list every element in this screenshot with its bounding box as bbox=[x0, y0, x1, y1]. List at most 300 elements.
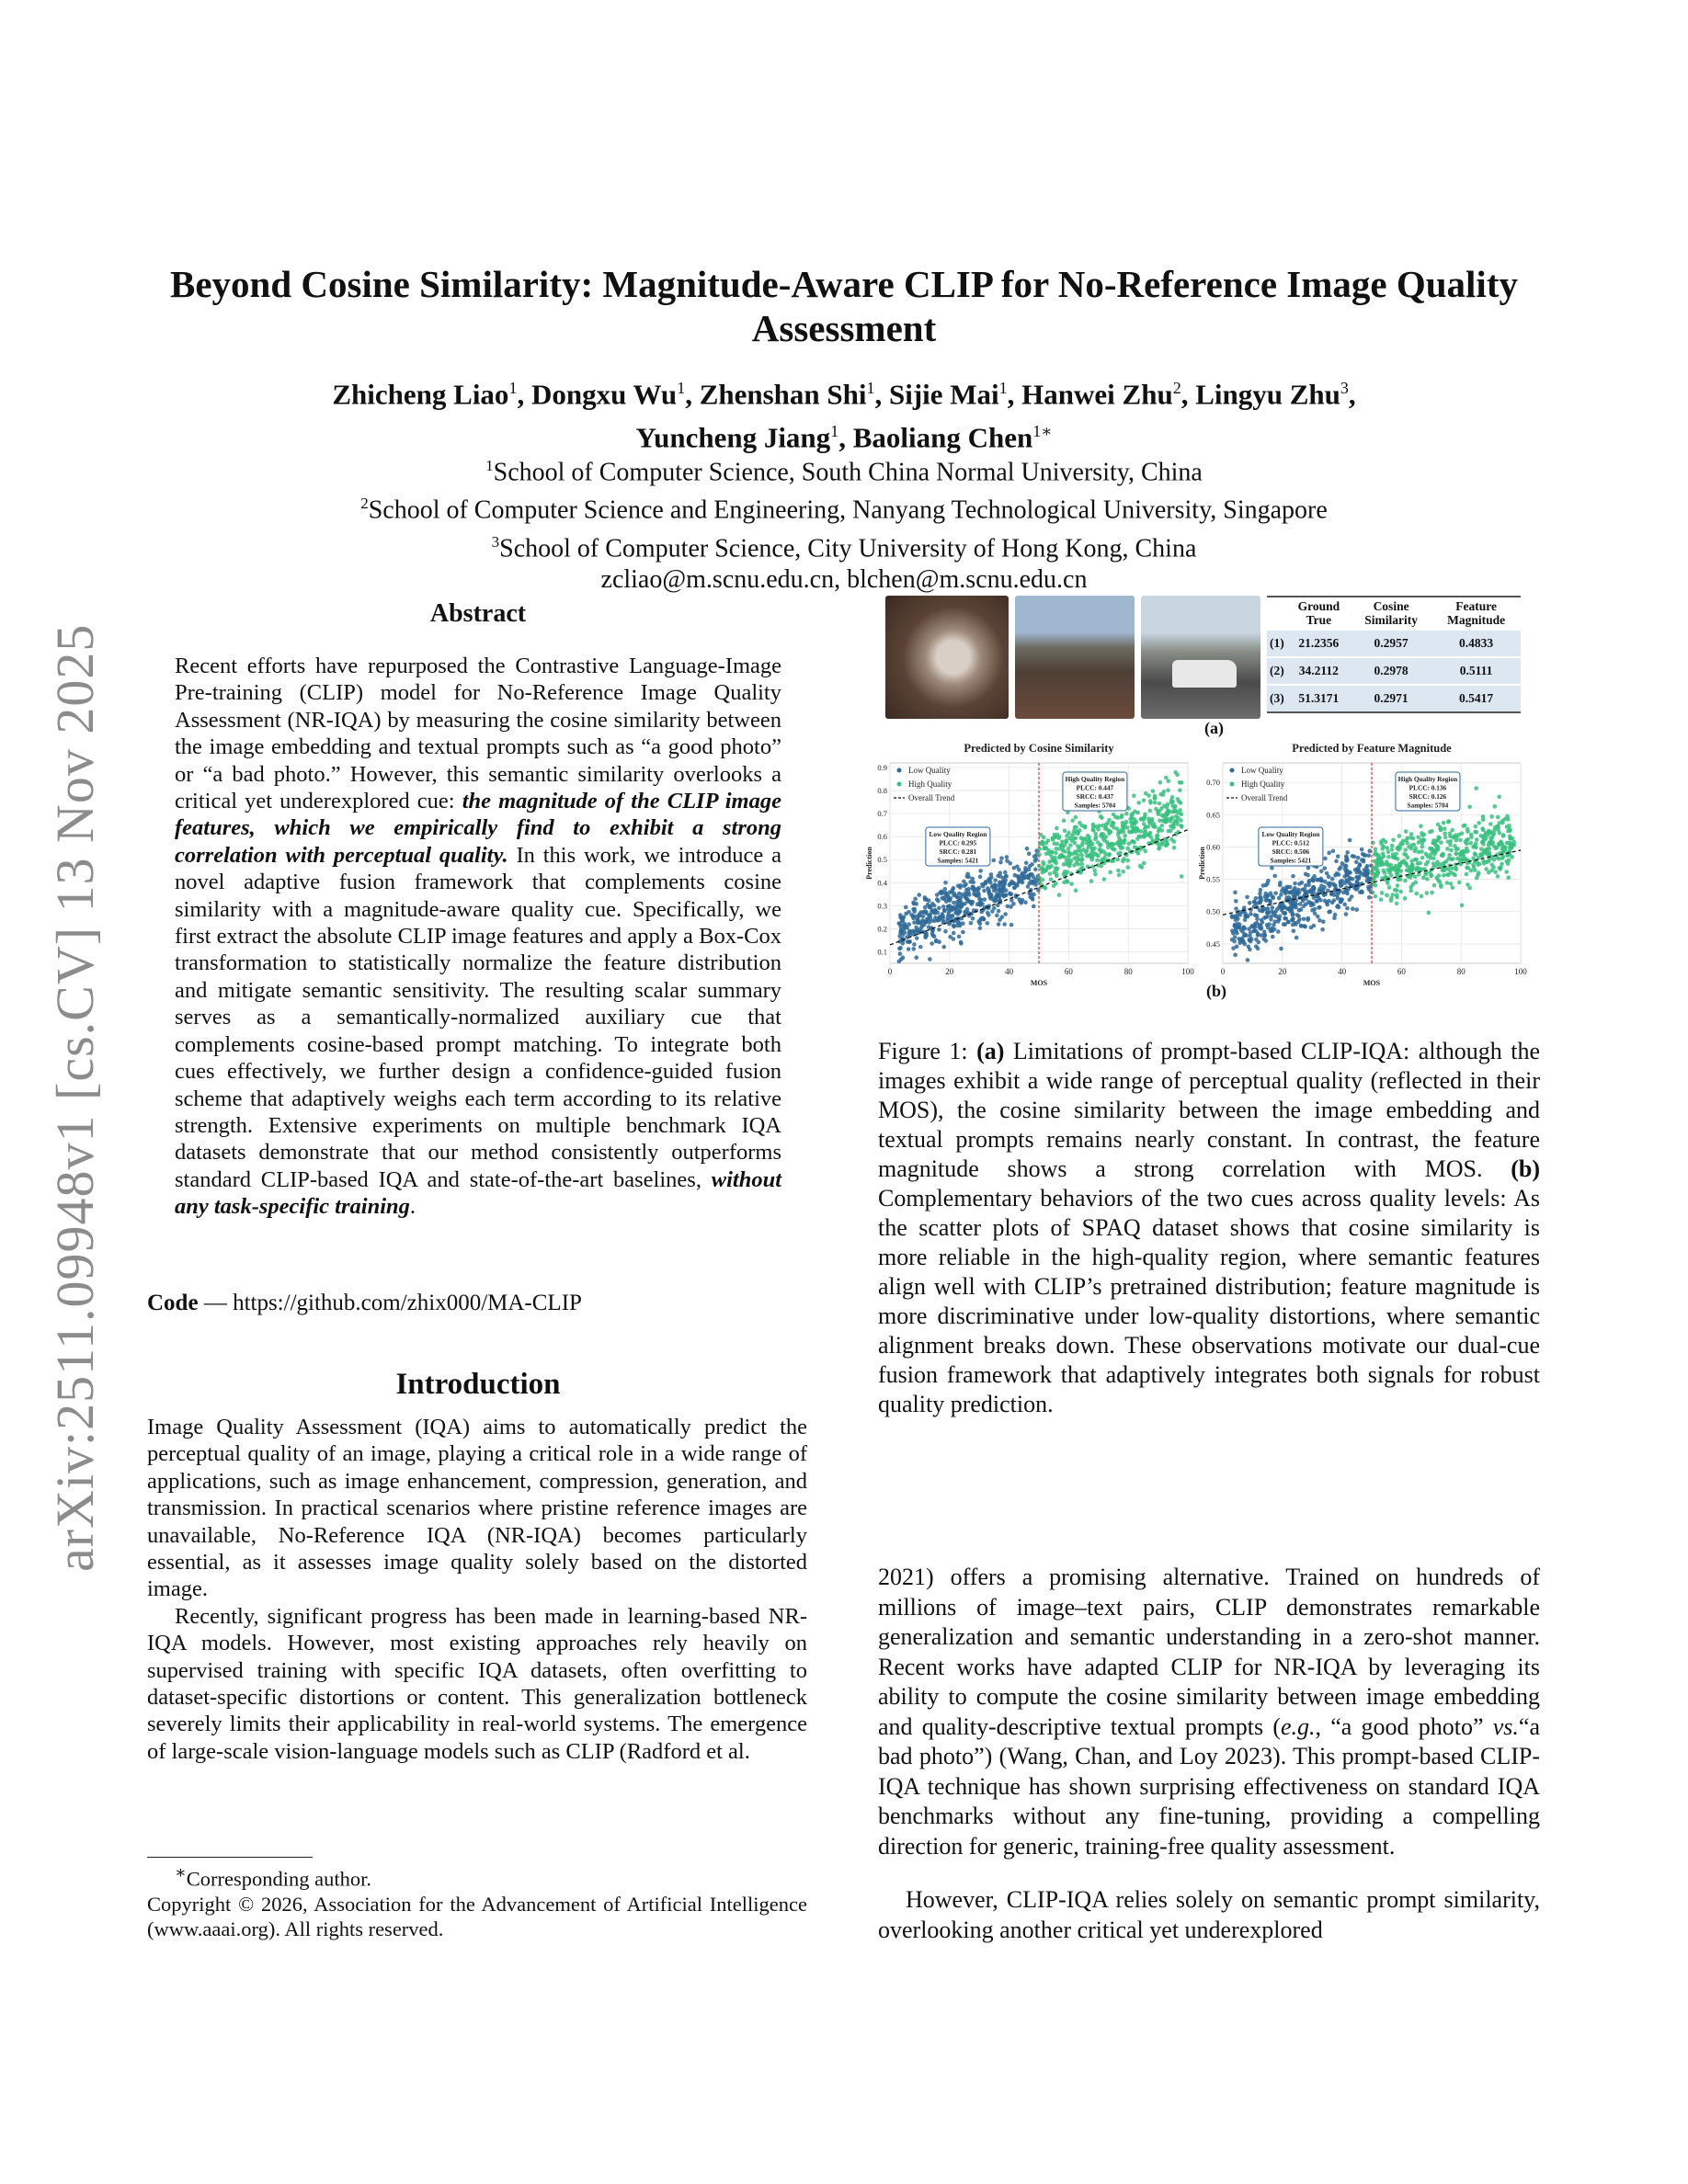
data-point bbox=[1307, 879, 1312, 883]
data-point bbox=[899, 928, 904, 933]
data-point bbox=[1260, 908, 1265, 913]
data-point bbox=[1064, 838, 1068, 843]
data-point bbox=[983, 897, 987, 902]
data-point bbox=[1332, 898, 1337, 903]
data-point bbox=[952, 924, 956, 928]
data-point bbox=[1379, 842, 1384, 847]
data-point bbox=[1054, 882, 1058, 886]
data-point bbox=[912, 910, 917, 915]
data-point bbox=[1492, 804, 1497, 809]
data-point bbox=[1445, 881, 1450, 885]
data-point bbox=[1391, 867, 1396, 871]
data-point bbox=[999, 856, 1004, 860]
data-point bbox=[1425, 891, 1430, 895]
data-point bbox=[1333, 887, 1338, 892]
data-point bbox=[1121, 870, 1125, 874]
y-tick-label: 0.3 bbox=[877, 901, 887, 911]
data-point bbox=[1248, 938, 1252, 942]
data-point bbox=[1306, 866, 1311, 870]
data-point bbox=[1178, 808, 1182, 813]
code-link[interactable]: https://github.com/zhix000/MA-CLIP bbox=[233, 1291, 582, 1315]
data-point bbox=[1270, 866, 1274, 870]
data-point bbox=[1452, 835, 1456, 839]
data-point bbox=[898, 951, 903, 956]
legend-label: Low Quality bbox=[908, 766, 951, 775]
author: Zhenshan Shi bbox=[699, 378, 867, 411]
data-point bbox=[1121, 821, 1125, 825]
data-point bbox=[1108, 870, 1112, 875]
y-tick-label: 0.1 bbox=[877, 947, 887, 957]
legend-label: Overall Trend bbox=[908, 793, 955, 802]
data-point bbox=[1059, 853, 1064, 858]
data-point bbox=[940, 896, 944, 901]
data-point bbox=[1448, 843, 1453, 847]
annotation-text: PLCC: 0.512 bbox=[1272, 838, 1310, 847]
email-line[interactable]: zcliao@m.scnu.edu.cn, blchen@m.scnu.edu.cn bbox=[600, 564, 1088, 594]
data-point bbox=[1297, 891, 1302, 895]
data-point bbox=[1278, 914, 1283, 918]
data-point bbox=[1464, 858, 1468, 862]
data-point bbox=[1013, 873, 1018, 878]
data-point bbox=[1126, 865, 1131, 870]
data-point bbox=[997, 922, 1001, 927]
data-point bbox=[1449, 882, 1454, 886]
data-point bbox=[1425, 877, 1430, 882]
data-point bbox=[1283, 916, 1287, 921]
data-point bbox=[1345, 906, 1350, 911]
data-point bbox=[1432, 883, 1437, 888]
annotation-text: Samples: 5421 bbox=[937, 856, 979, 865]
data-point bbox=[1439, 884, 1443, 889]
annotation-text: High Quality Region bbox=[1065, 775, 1125, 783]
data-point bbox=[1332, 883, 1337, 888]
data-point bbox=[978, 903, 983, 907]
data-point bbox=[1025, 847, 1030, 851]
data-point bbox=[1049, 877, 1054, 882]
data-point bbox=[1118, 851, 1123, 856]
data-point bbox=[1290, 913, 1295, 917]
data-point bbox=[1500, 841, 1504, 846]
data-point bbox=[1445, 847, 1450, 851]
y-tick-label: 0.45 bbox=[1206, 938, 1220, 949]
data-point bbox=[933, 911, 938, 916]
data-point bbox=[1089, 839, 1093, 844]
data-point bbox=[1474, 842, 1478, 847]
aff-mark: 1∗ bbox=[1032, 422, 1053, 441]
data-point bbox=[1310, 908, 1315, 913]
annotation-text: SRCC: 0.506 bbox=[1272, 847, 1310, 856]
data-point bbox=[1463, 824, 1467, 828]
data-point bbox=[1374, 894, 1378, 899]
author: Baoliang Chen bbox=[852, 421, 1033, 454]
data-point bbox=[1259, 895, 1263, 900]
data-point bbox=[1404, 829, 1409, 834]
data-point bbox=[1500, 861, 1504, 866]
aff-mark: 1 bbox=[830, 422, 839, 441]
data-point bbox=[1044, 846, 1049, 850]
paragraph: Recently, significant progress has been made in learning-based NR-IQA models. However, most existing approaches rely heavily on supervised training with specific IQA datasets, often overfitting to dataset-specific distortions or content. This generalization bottleneck severely limits their applicability in real-world systems. The emergence of large-scale vision-language models such as CLIP (Radford et al. bbox=[147, 1603, 807, 1764]
data-point bbox=[1127, 841, 1132, 846]
data-point bbox=[1420, 849, 1424, 854]
table-header: Cosine Similarity bbox=[1351, 597, 1431, 630]
data-point bbox=[1345, 858, 1350, 862]
data-point bbox=[1073, 841, 1078, 846]
data-point bbox=[1474, 852, 1478, 857]
data-point bbox=[1445, 872, 1450, 877]
x-tick-label: 40 bbox=[1338, 967, 1347, 976]
data-point bbox=[1351, 906, 1355, 911]
data-point bbox=[1009, 923, 1014, 927]
data-point bbox=[951, 907, 955, 912]
paragraph: Image Quality Assessment (IQA) aims to automatically predict the perceptual quality of an image, playing a critical role in a wide range of applications, such as image enhancement, compression, generation, and transmission. In practical scenarios where pristine reference images are unavailable, No-Reference IQA (NR-IQA) becomes particularly essential, as it assesses image quality solely based on the distorted image. bbox=[147, 1415, 807, 1602]
data-point bbox=[955, 900, 960, 904]
data-point bbox=[1235, 931, 1239, 936]
data-point bbox=[1317, 887, 1322, 892]
data-point bbox=[1402, 859, 1407, 863]
data-point bbox=[1092, 869, 1097, 873]
data-point bbox=[1178, 788, 1182, 792]
data-point bbox=[1437, 873, 1442, 878]
plot-title: Predicted by Cosine Similarity bbox=[964, 742, 1114, 755]
data-point bbox=[998, 917, 1002, 922]
paragraph: However, CLIP-IQA relies solely on semantic prompt similarity, overlooking another critical yet underexplored bbox=[878, 1886, 1540, 1943]
data-point bbox=[1469, 833, 1474, 837]
y-tick-label: 0.6 bbox=[877, 832, 887, 842]
data-point bbox=[1292, 928, 1296, 933]
data-point bbox=[1055, 867, 1060, 871]
data-point bbox=[1131, 839, 1135, 844]
data-point bbox=[1023, 901, 1028, 905]
x-tick-label: 60 bbox=[1397, 967, 1406, 976]
data-point bbox=[1271, 935, 1275, 939]
y-axis-label: Prediction bbox=[865, 847, 873, 880]
data-point bbox=[963, 894, 967, 899]
data-point bbox=[898, 925, 903, 929]
data-point bbox=[1302, 924, 1306, 928]
data-point bbox=[924, 931, 929, 936]
data-point bbox=[1116, 869, 1121, 873]
data-point bbox=[1464, 849, 1468, 854]
y-tick-label: 0.9 bbox=[877, 763, 887, 773]
data-point bbox=[1508, 829, 1512, 834]
data-point bbox=[1315, 899, 1319, 904]
data-point bbox=[969, 921, 974, 926]
data-point bbox=[1234, 899, 1238, 904]
data-point bbox=[1093, 872, 1098, 877]
data-point bbox=[915, 928, 919, 933]
data-point bbox=[1162, 818, 1167, 823]
data-point bbox=[1279, 947, 1283, 951]
legend-label: Overall Trend bbox=[1241, 793, 1288, 802]
data-point bbox=[1420, 868, 1424, 872]
data-point bbox=[1032, 880, 1036, 884]
data-point bbox=[1173, 770, 1178, 775]
data-point bbox=[1387, 885, 1392, 890]
data-point bbox=[1278, 883, 1283, 888]
data-point bbox=[1110, 846, 1114, 850]
data-point bbox=[1358, 862, 1363, 867]
data-point bbox=[987, 893, 992, 897]
data-point bbox=[918, 920, 923, 925]
data-point bbox=[1356, 856, 1361, 860]
code-label: Code bbox=[147, 1291, 199, 1315]
data-point bbox=[954, 904, 959, 908]
sample-photo-2 bbox=[1015, 596, 1135, 719]
data-point bbox=[1003, 870, 1008, 875]
data-point bbox=[1382, 862, 1386, 867]
data-point bbox=[936, 899, 941, 904]
data-point bbox=[1304, 883, 1308, 888]
data-point bbox=[977, 897, 982, 902]
data-point bbox=[1471, 863, 1476, 868]
data-point bbox=[1405, 836, 1409, 840]
data-point bbox=[1282, 922, 1286, 927]
data-point bbox=[1243, 917, 1248, 922]
data-point bbox=[1337, 872, 1341, 877]
paragraph: 2021) offers a promising alternative. Trained on hundreds of millions of image–text pairs, CLIP demonstrates remarkable generalization and semantic understanding in a zero-shot manner. Recent works have adapted CLIP for NR-IQA by leveraging its ability to compute the cosine similarity between image embedding and quality-descriptive textual prompts (e.g., “a good photo” vs.“a bad photo”) (Wang, Chan, and Loy 2023). This prompt-based CLIP-IQA technique has shown surprising effectiveness on standard IQA benchmarks without any fine-tuning, providing a compelling direction for generic, training-free quality assessment. bbox=[878, 1564, 1541, 1860]
table-row: (1) 21.2356 0.2957 0.4833 bbox=[1267, 630, 1521, 657]
data-point bbox=[1003, 912, 1008, 916]
data-point bbox=[924, 920, 929, 925]
data-point bbox=[1390, 844, 1395, 848]
data-point bbox=[1436, 845, 1441, 849]
data-point bbox=[1398, 890, 1403, 894]
data-point bbox=[1379, 897, 1384, 902]
data-point bbox=[1422, 833, 1427, 837]
data-point bbox=[1024, 860, 1029, 865]
data-point bbox=[1244, 933, 1249, 938]
data-point bbox=[995, 914, 999, 918]
data-point bbox=[1345, 850, 1350, 855]
data-point bbox=[1319, 869, 1324, 873]
data-point bbox=[986, 921, 990, 926]
code-line: Code — https://github.com/zhix000/MA-CLIP bbox=[147, 1291, 582, 1315]
data-point bbox=[1277, 896, 1282, 901]
data-point bbox=[1027, 868, 1032, 872]
data-point bbox=[903, 922, 907, 927]
data-point bbox=[1290, 918, 1295, 923]
data-point bbox=[1430, 891, 1434, 895]
data-point bbox=[1505, 841, 1510, 846]
data-point bbox=[1072, 836, 1077, 841]
data-point bbox=[937, 927, 941, 932]
data-point bbox=[1030, 862, 1034, 867]
data-point bbox=[1398, 846, 1403, 850]
data-point bbox=[1044, 868, 1049, 872]
data-point bbox=[1135, 826, 1140, 831]
data-point bbox=[1100, 864, 1104, 869]
data-point bbox=[1374, 863, 1379, 868]
y-tick-label: 0.8 bbox=[877, 786, 887, 796]
data-point bbox=[1323, 899, 1328, 904]
data-point bbox=[1484, 867, 1488, 871]
data-point bbox=[1430, 829, 1434, 834]
data-point bbox=[1357, 875, 1362, 880]
data-point bbox=[1381, 837, 1386, 842]
data-point bbox=[977, 918, 982, 923]
data-point bbox=[1322, 893, 1327, 897]
data-point bbox=[1340, 882, 1344, 887]
data-point bbox=[1030, 896, 1034, 901]
data-point bbox=[911, 915, 916, 919]
data-point bbox=[1493, 870, 1498, 874]
data-point bbox=[1055, 842, 1060, 847]
data-point bbox=[1411, 882, 1416, 887]
data-point bbox=[1449, 858, 1454, 862]
y-tick-label: 0.4 bbox=[877, 878, 887, 888]
data-point bbox=[1475, 830, 1479, 835]
right-column-body bbox=[878, 1539, 1540, 1969]
data-point bbox=[1051, 836, 1055, 841]
data-point bbox=[1309, 926, 1314, 930]
data-point bbox=[1283, 890, 1287, 894]
legend-marker bbox=[897, 768, 902, 773]
data-point bbox=[998, 870, 1002, 875]
data-point bbox=[993, 883, 998, 888]
data-point bbox=[979, 910, 984, 915]
data-point bbox=[1137, 834, 1142, 838]
data-point bbox=[1063, 828, 1067, 833]
data-point bbox=[1151, 789, 1156, 793]
data-point bbox=[1386, 881, 1390, 885]
data-point bbox=[998, 898, 1002, 903]
data-point bbox=[1273, 909, 1278, 914]
data-point bbox=[1133, 810, 1137, 814]
data-point bbox=[1345, 892, 1350, 896]
data-point bbox=[1409, 859, 1414, 863]
data-point bbox=[1331, 849, 1336, 854]
data-point bbox=[1231, 931, 1236, 936]
data-point bbox=[1106, 828, 1111, 833]
legend-marker bbox=[1230, 768, 1235, 773]
data-point bbox=[1392, 855, 1397, 859]
data-point bbox=[1475, 837, 1479, 842]
data-point bbox=[1362, 853, 1366, 858]
data-point bbox=[1311, 885, 1316, 890]
data-point bbox=[1124, 820, 1129, 825]
data-point bbox=[942, 909, 947, 914]
data-point bbox=[1399, 841, 1404, 846]
data-point bbox=[1395, 902, 1399, 906]
data-point bbox=[903, 930, 907, 935]
data-point bbox=[1397, 834, 1402, 838]
data-point bbox=[988, 881, 993, 885]
data-point bbox=[1271, 905, 1275, 910]
data-point bbox=[1164, 841, 1169, 846]
data-point bbox=[1237, 937, 1241, 941]
data-point bbox=[1139, 829, 1144, 834]
data-point bbox=[1094, 835, 1099, 839]
annotation-text: Low Quality Region bbox=[929, 830, 987, 838]
copyright: Copyright © 2026, Association for the Advancement of Artificial Intelligence (www.aaai.org). All rights reserved. bbox=[147, 1892, 807, 1940]
data-point bbox=[907, 939, 911, 944]
plot-title: Predicted by Feature Magnitude bbox=[1292, 742, 1452, 755]
data-point bbox=[1481, 814, 1486, 819]
data-point bbox=[1288, 885, 1293, 890]
data-point bbox=[1252, 929, 1257, 934]
data-point bbox=[1066, 870, 1070, 874]
annotation-text: SRCC: 0.126 bbox=[1409, 792, 1447, 801]
data-point bbox=[1403, 847, 1408, 852]
data-point bbox=[918, 945, 923, 950]
data-point bbox=[1074, 815, 1078, 820]
x-tick-label: 80 bbox=[1123, 967, 1133, 976]
data-point bbox=[1002, 922, 1007, 927]
data-point bbox=[1291, 923, 1295, 927]
data-point bbox=[1453, 844, 1457, 848]
data-point bbox=[1297, 908, 1302, 913]
data-point bbox=[1409, 832, 1414, 836]
data-point bbox=[901, 941, 906, 946]
table-row: (2) 34.2112 0.2978 0.5111 bbox=[1267, 657, 1521, 685]
data-point bbox=[1465, 872, 1469, 877]
data-point bbox=[1480, 840, 1485, 845]
data-point bbox=[1482, 861, 1487, 866]
x-tick-label: 40 bbox=[1005, 967, 1014, 976]
y-tick-label: 0.5 bbox=[877, 855, 887, 865]
data-point bbox=[1176, 815, 1180, 820]
data-point bbox=[1232, 924, 1237, 928]
data-point bbox=[1474, 786, 1478, 791]
data-point bbox=[1125, 859, 1130, 863]
data-point bbox=[1101, 849, 1106, 854]
data-point bbox=[1009, 880, 1014, 884]
data-point bbox=[1441, 868, 1445, 872]
data-point bbox=[1069, 859, 1074, 863]
introduction-body bbox=[147, 1414, 807, 1765]
data-point bbox=[1297, 917, 1302, 922]
data-point bbox=[1276, 929, 1281, 934]
data-point bbox=[1380, 847, 1385, 851]
data-point bbox=[1125, 825, 1130, 830]
data-point bbox=[1427, 911, 1431, 916]
data-point bbox=[1098, 844, 1102, 848]
aff-mark: 1 bbox=[508, 379, 518, 397]
table-header: Feature Magnitude bbox=[1431, 597, 1521, 630]
data-point bbox=[1477, 821, 1481, 825]
data-point bbox=[990, 909, 995, 914]
data-point bbox=[1337, 867, 1341, 871]
data-point bbox=[1311, 878, 1316, 882]
data-point bbox=[1316, 878, 1320, 882]
annotation-text: Low Quality Region bbox=[1261, 830, 1320, 838]
paper-title: Beyond Cosine Similarity: Magnitude-Aware CLIP for No-Reference Image Quality Assessment bbox=[170, 263, 1518, 349]
data-point bbox=[1426, 854, 1431, 859]
data-point bbox=[1040, 867, 1044, 871]
data-point bbox=[1124, 812, 1129, 816]
data-point bbox=[1256, 932, 1260, 937]
data-point bbox=[1164, 813, 1169, 817]
data-point bbox=[1143, 813, 1147, 817]
data-point bbox=[1173, 819, 1178, 824]
affiliation: $^2$School of Computer Science and Engineering, Nanyang Technological University, Singapore bbox=[360, 495, 1328, 525]
data-point bbox=[1354, 860, 1359, 865]
data-point bbox=[952, 886, 956, 891]
data-point bbox=[1272, 923, 1276, 927]
abstract-body: Recent efforts have repurposed the Contrastive Language-Image Pre-training (CLIP) model for No-Reference Image Quality Assessment (NR-IQA) by measuring the cosine similarity between the image embedding and textual prompts such as “a good photo” or “a bad photo.” However, this semantic similarity overlooks a critical yet underexplored cue: the magnitude of the CLIP image features, which we empirically find to exhibit a strong correlation with perceptual quality. In this work, we introduce a novel adaptive fusion framework that complements cosine similarity with a magnitude-aware quality cue. Specifically, we first extract the absolute CLIP image features and apply a Box-Cox transformation to statistically normalize the feature distribution and mitigate semantic sensitivity. The resulting scalar summary serves as a semantically-normalized auxiliary cue that complements cosine-based prompt matching. To integrate both cues effectively, we further design a confidence-guided fusion scheme that adaptively weighs each term according to its relative strength. Extensive experiments on multiple benchmark IQA datasets demonstrate that our method consistently outperforms standard CLIP-based IQA and state-of-the-art baselines, without any task-specific training. bbox=[175, 654, 782, 1220]
data-point bbox=[1055, 826, 1059, 831]
data-point bbox=[1291, 874, 1295, 879]
data-point bbox=[1107, 818, 1112, 823]
data-point bbox=[1458, 838, 1463, 843]
data-point bbox=[1263, 892, 1268, 896]
data-point bbox=[1122, 829, 1126, 834]
data-point bbox=[1461, 854, 1466, 859]
data-point bbox=[1317, 905, 1322, 910]
data-point bbox=[978, 875, 983, 880]
data-point bbox=[1505, 853, 1510, 858]
data-point bbox=[1385, 893, 1389, 898]
